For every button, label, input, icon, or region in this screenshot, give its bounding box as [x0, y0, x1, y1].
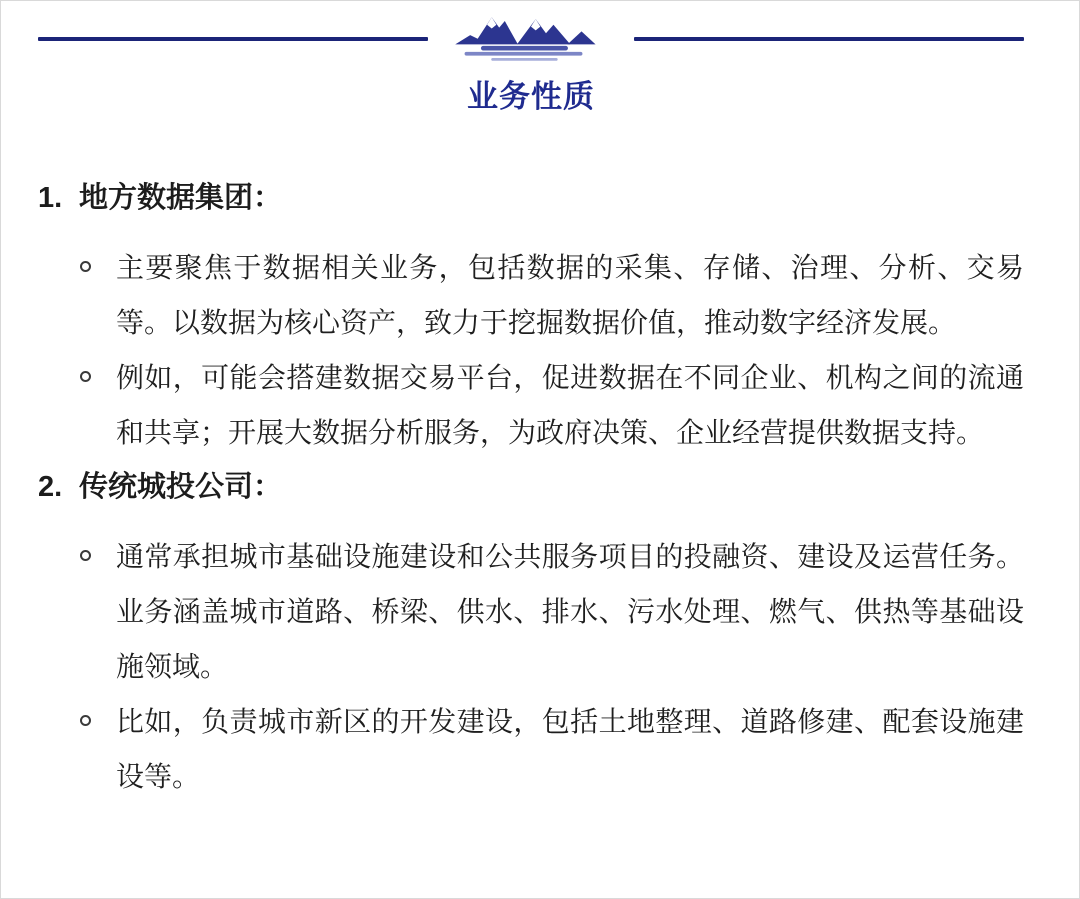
circle-bullet-icon — [80, 371, 91, 382]
bullet-item — [116, 240, 1024, 350]
section-heading-text: 地方数据集团： — [79, 182, 283, 214]
bullet-text: 例如，可能会搭建数据交易平台，促进数据在不同企业、机构之间的流通和共享；开展大数据分析服务，为政府决策、企业经营提供数据支持。 — [116, 362, 1024, 448]
mountain-lake-icon — [436, 7, 626, 65]
bullet-list — [38, 529, 1024, 804]
bullet-text: 通常承担城市基础设施建设和公共服务项目的投融资、建设及运营任务。业务涵盖城市道路、桥梁、供水、排水、污水处理、燃气、供热等基础设施领域。 — [116, 541, 1024, 682]
section-number: 1. — [38, 182, 63, 214]
bullet-item — [116, 694, 1024, 804]
header-divider-left — [38, 37, 428, 41]
circle-bullet-icon — [80, 550, 91, 561]
bullet-item — [116, 529, 1024, 694]
header-divider-right — [634, 37, 1024, 41]
page-title: 业务性质 — [467, 79, 595, 114]
section-number: 2. — [38, 471, 63, 503]
section-traditional-chengtou — [38, 460, 1024, 804]
circle-bullet-icon — [80, 261, 91, 272]
bullet-list — [38, 240, 1024, 460]
section-heading — [38, 460, 1024, 515]
section-local-data-group — [38, 171, 1024, 460]
bullet-text: 主要聚焦于数据相关业务，包括数据的采集、存储、治理、分析、交易等。以数据为核心资产，致力于挖掘数据价值，推动数字经济发展。 — [116, 252, 1024, 338]
circle-bullet-icon — [80, 715, 91, 726]
bullet-text: 比如，负责城市新区的开发建设，包括土地整理、道路修建、配套设施建设等。 — [116, 706, 1024, 792]
page-header — [38, 7, 1024, 65]
section-heading-text: 传统城投公司： — [79, 471, 283, 503]
section-heading — [38, 171, 1024, 226]
section-list — [38, 171, 1024, 804]
bullet-item — [116, 350, 1024, 460]
